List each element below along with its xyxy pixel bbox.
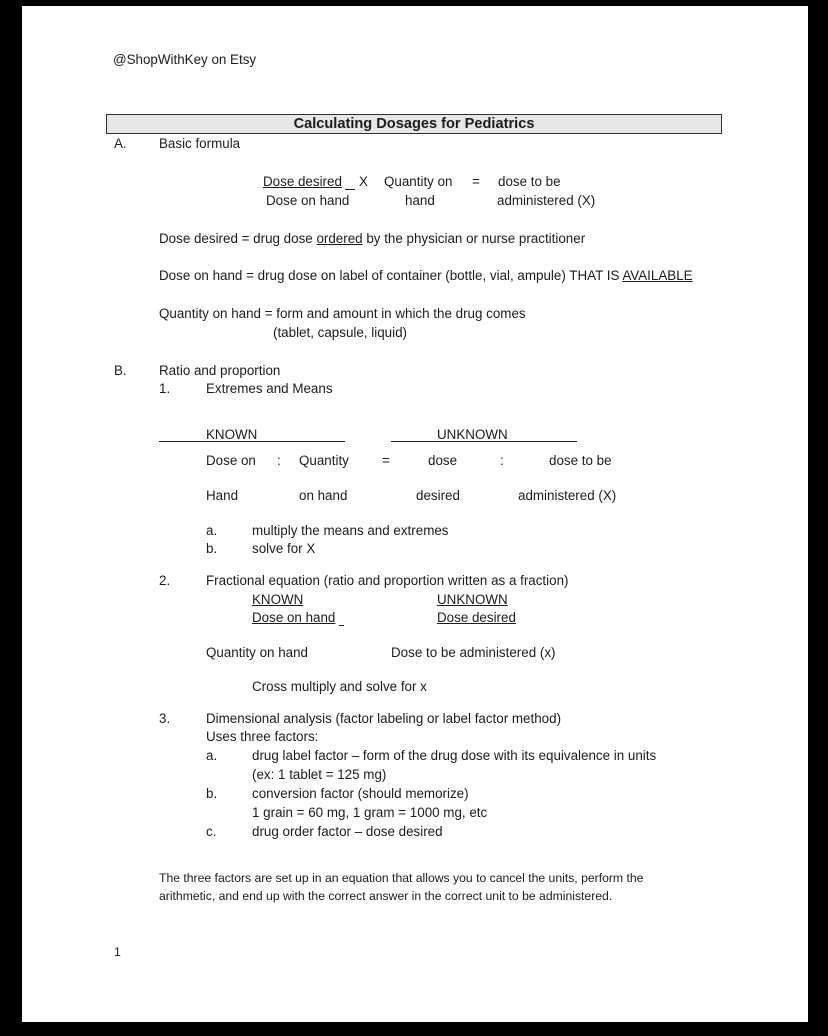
factor-a-label: a. (206, 748, 218, 763)
factor-b-line1: conversion factor (should memorize) (252, 786, 469, 801)
fraction-known-numerator: Dose on hand (252, 610, 336, 625)
step-b-text: solve for X (252, 541, 316, 556)
ratio-colon-1: : (277, 453, 281, 468)
definition-quantity-on-hand: Quantity on hand = form and amount in which the drug comes (159, 306, 526, 321)
ratio-desired: desired (416, 488, 460, 503)
factor-a-line2: (ex: 1 tablet = 125 mg) (252, 767, 387, 782)
page-title: Calculating Dosages for Pediatrics (106, 114, 722, 134)
step-b-label: b. (206, 541, 218, 556)
definition-dose-on-hand-available: AVAILABLE (622, 268, 693, 283)
section-b-heading: Ratio and proportion (159, 363, 281, 378)
ratio-dose-on: Dose on (206, 453, 256, 468)
item-2-title: Fractional equation (ratio and proportion written as a fraction) (206, 573, 569, 588)
formula-quantity-on: Quantity on (384, 174, 453, 189)
factor-a-line1: drug label factor – form of the drug dose with its equivalence in units (252, 748, 657, 763)
fraction-underline-extension (339, 625, 344, 626)
ratio-equals: = (382, 453, 390, 468)
item-2-number: 2. (159, 573, 171, 588)
ratio-hand: Hand (206, 488, 239, 503)
formula-times: X (359, 174, 368, 189)
definition-quantity-forms: (tablet, capsule, liquid) (273, 325, 407, 340)
factor-c-line1: drug order factor – dose desired (252, 824, 443, 839)
formula-equals: = (472, 174, 480, 189)
fraction-unknown-numerator: Dose desired (437, 610, 516, 625)
step-a-text: multiply the means and extremes (252, 523, 449, 538)
section-a-letter: A. (114, 136, 127, 151)
closing-line-1: The three factors are set up in an equation that allows you to cancel the units, perform the (159, 871, 644, 885)
item-1-number: 1. (159, 381, 171, 396)
ratio-quantity: Quantity (299, 453, 349, 468)
section-a-heading: Basic formula (159, 136, 241, 151)
formula-dose-desired: Dose desired (263, 174, 342, 189)
shop-credit: @ShopWithKey on Etsy (113, 52, 257, 67)
formula-underline-extension (345, 189, 355, 190)
fraction-known-header: KNOWN (252, 592, 304, 607)
unknown-header: UNKNOWN (437, 427, 508, 442)
ratio-colon-2: : (500, 453, 504, 468)
ratio-dose: dose (428, 453, 458, 468)
definition-dose-desired (159, 231, 585, 247)
fraction-unknown-header: UNKNOWN (437, 592, 508, 607)
section-b-letter: B. (114, 363, 127, 378)
factor-b-label: b. (206, 786, 218, 801)
ratio-administered: administered (X) (518, 488, 617, 503)
document-page (22, 6, 808, 1022)
fraction-note: Cross multiply and solve for x (252, 679, 427, 694)
factor-b-line2: 1 grain = 60 mg, 1 gram = 1000 mg, etc (252, 805, 488, 820)
fraction-unknown-denominator: Dose to be administered (x) (391, 645, 556, 660)
item-1-title: Extremes and Means (206, 381, 333, 396)
known-header: KNOWN (206, 427, 258, 442)
closing-line-2: arithmetic, and end up with the correct answer in the correct unit to be administered. (159, 889, 613, 903)
page-number: 1 (114, 945, 121, 959)
definition-dose-on-hand (159, 268, 693, 284)
fraction-known-denominator: Quantity on hand (206, 645, 308, 660)
ratio-dose-to-be: dose to be (549, 453, 612, 468)
formula-dose-to-be: dose to be (498, 174, 561, 189)
item-3-title: Dimensional analysis (factor labeling or label factor method) (206, 711, 562, 726)
item-3-number: 3. (159, 711, 171, 726)
formula-administered: administered (X) (497, 193, 596, 208)
definition-dose-desired-prefix: Dose desired = drug dose (159, 231, 317, 246)
definition-dose-desired-ordered: ordered (316, 231, 363, 246)
formula-dose-on-hand: Dose on hand (266, 193, 350, 208)
ratio-on-hand: on hand (299, 488, 348, 503)
definition-dose-on-hand-prefix: Dose on hand = drug dose on label of container (bottle, vial, ampule) THAT IS (159, 268, 623, 283)
factor-c-label: c. (206, 824, 217, 839)
definition-dose-desired-suffix: by the physician or nurse practitioner (362, 231, 586, 246)
formula-hand: hand (405, 193, 435, 208)
item-3-subtitle: Uses three factors: (206, 729, 319, 744)
step-a-label: a. (206, 523, 218, 538)
